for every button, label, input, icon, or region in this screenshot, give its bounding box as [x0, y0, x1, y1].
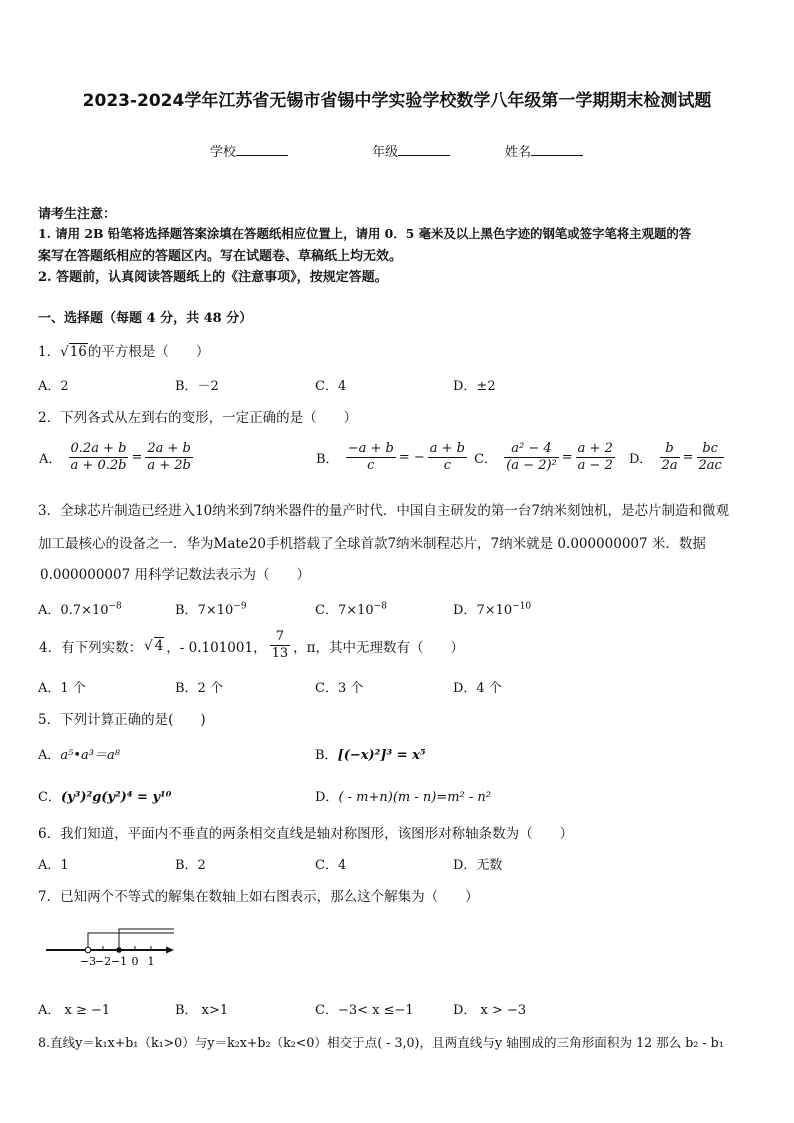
sqrt-sign: √: [60, 344, 69, 360]
question-7: 7．已知两个不等式的解集在数轴上如右图表示，那么这个解集为（ ）: [38, 889, 479, 905]
open-dot-icon: [85, 947, 91, 953]
numerator: a + b: [429, 441, 465, 456]
q2-a-label: A．: [39, 452, 62, 467]
tick-label: −1: [110, 955, 128, 967]
numerator: −a + b: [347, 441, 394, 456]
option-exponent: −9: [233, 601, 247, 612]
fraction: [576, 441, 615, 474]
q4-option-c: C．3 个: [315, 681, 364, 696]
q7-option-c: C．−3< x ≤−1: [315, 1003, 414, 1018]
option-expression: (y³)²g(y²)⁴ = y¹⁰: [60, 790, 172, 805]
notice-item-1-line-2: 案写在答题纸相应的答题区内。写在试题卷、草稿纸上均无效。: [38, 249, 403, 264]
q4-suffix: ，π，其中无理数有（ ）: [293, 639, 464, 656]
school-field: [210, 141, 288, 160]
tick-label: 0: [131, 955, 139, 967]
option-label: C．: [38, 790, 61, 805]
numerator: 0.2a + b: [70, 441, 127, 456]
solution-ray-closed: [119, 929, 174, 950]
option-label: B．: [315, 748, 338, 763]
q4-radicand: 4: [154, 638, 164, 654]
q2-d-label: D．: [629, 452, 653, 467]
denominator: 2ac: [698, 458, 722, 473]
section-heading: 一、选择题（每题 4 分，共 48 分）: [38, 311, 253, 326]
name-field: [505, 141, 583, 160]
q6-option-b: B．2: [175, 858, 206, 873]
q7-option-a: A． x ≥ −1: [38, 1003, 111, 1018]
q2-option-b: B． $\frac{-a + b}{c}$ = − $\frac{a + b}{c}$ C． $\frac{\text{a² − 4}}{\text{(a − 2)²}}$ = $\frac{a + 2}{a - 2}$ D． $\frac{b}{2a}$ = $\frac{bc}{2ac}$: [316, 441, 722, 473]
fraction: [697, 441, 724, 474]
q3-option-a: [38, 599, 122, 618]
option-label: B．: [175, 603, 198, 618]
q5-option-d: [315, 786, 491, 805]
q1-option-a: A．2: [38, 379, 69, 394]
numerator: 7: [270, 629, 291, 646]
question-2: 2．下列各式从左到右的变形，一定正确的是（ ）: [38, 410, 358, 426]
option-base: 0.7×10: [60, 603, 109, 618]
fraction: [346, 441, 396, 474]
option-base: 7×10: [476, 603, 513, 618]
question-3-line-3: 0.000000007 用科学记数法表示为（ ）: [40, 567, 310, 583]
number-line-diagram: [40, 925, 180, 967]
option-expression: a⁵•a³＝a⁸: [60, 748, 120, 763]
q6-option-d: D．无数: [453, 858, 503, 873]
denominator: c: [367, 458, 375, 473]
numerator: bc: [697, 441, 724, 458]
school-blank: [236, 143, 288, 156]
denominator: a − 2: [577, 458, 613, 473]
question-1: [38, 340, 209, 360]
q3-option-d: [453, 599, 531, 618]
question-3-line-1: 3．全球芯片制造已经进入10纳米到7纳米器件的量产时代．中国自主研发的第一台7纳米刻蚀机，是芯片制造和微观: [38, 503, 729, 519]
tick-label: −3: [79, 955, 97, 967]
denominator: a + 0.2b: [70, 458, 127, 473]
fraction: [660, 441, 680, 474]
grade-label: 年级: [372, 145, 399, 160]
fraction: [428, 441, 467, 474]
q4-option-d: D．4 个: [453, 681, 502, 696]
notice-item-1-line-1: 1. 请用 2B 铅笔将选择题答案涂填在答题纸相应位置上，请用 0．5 毫米及以上黑色字迹的钢笔或签字笔将主观题的答: [38, 226, 692, 241]
fraction: [145, 441, 193, 474]
q7-option-b: B． x>1: [175, 1003, 229, 1018]
q6-option-a: A．1: [38, 858, 69, 873]
option-exponent: −10: [512, 601, 532, 612]
option-label: D．: [315, 790, 339, 805]
denominator: 2a: [661, 458, 678, 473]
fraction: [504, 441, 559, 474]
question-8: 8.直线y＝k₁x+b₁（k₁>0）与y＝k₂x+b₂（k₂<0）相交于点( - 3,0)，且两直线与y 轴围成的三角形面积为 12 那么 b₂ - b₁: [38, 1035, 724, 1050]
q1-text: 的平方根是（ ）: [87, 344, 210, 360]
numerator: a² − 4: [504, 441, 559, 458]
q3-option-b: [175, 599, 247, 618]
option-base: 7×10: [197, 603, 234, 618]
option-exponent: −8: [108, 601, 122, 612]
option-label: A．: [38, 603, 61, 618]
option-label: C．: [315, 603, 338, 618]
option-expression: [(−x)²]³ = x⁵: [337, 748, 426, 763]
fraction: [69, 441, 129, 474]
grade-blank: [398, 143, 450, 156]
denominator: 13: [271, 646, 289, 661]
sqrt-sign: √: [144, 637, 153, 654]
q6-option-c: C．4: [315, 858, 347, 873]
question-4: [38, 629, 465, 662]
solution-ray-open: [88, 933, 174, 950]
q5-option-c: [38, 786, 171, 805]
numerator: 2a + b: [147, 441, 191, 456]
q2-c-label: C．: [474, 452, 498, 467]
page-title: 2023-2024学年江苏省无锡市省锡中学实验学校数学八年级第一学期期末检测试题: [82, 91, 712, 111]
option-exponent: −8: [373, 601, 387, 612]
question-6: 6．我们知道，平面内不垂直的两条相交直线是轴对称图形，该图形对称轴条数为（ ）: [38, 826, 574, 842]
q1-option-b: B．－2: [175, 379, 219, 394]
q5-option-a: [38, 744, 120, 763]
school-label: 学校: [210, 145, 237, 160]
question-5: 5．下列计算正确的是( ): [38, 712, 206, 728]
fraction: [270, 629, 291, 662]
notice-heading: 请考生注意：: [38, 207, 117, 222]
q1-option-c: C．4: [315, 379, 347, 394]
denominator: a + 2b: [147, 458, 191, 473]
numerator: b: [660, 441, 680, 458]
numerator: a + 2: [577, 441, 613, 456]
q4-prefix: 4．有下列实数：: [39, 639, 143, 656]
q1-option-d: D．±2: [453, 379, 496, 394]
denominator: c: [443, 458, 451, 473]
question-3-line-2: 加工最核心的设备之一．华为Mate20手机搭载了全球首款7纳米制程芯片，7纳米就是 0.000000007 米．数据: [38, 536, 706, 552]
option-expression: ( - m+n)(m - n)=m² - n²: [338, 790, 492, 805]
q4-option-a: A．1 个: [38, 681, 86, 696]
q2-b-label: B．: [316, 452, 339, 467]
notice-item-2: 2. 答题前，认真阅读答题纸上的《注意事项》，按规定答题。: [38, 270, 388, 285]
q4-option-b: B．2 个: [175, 681, 223, 696]
denominator: (a − 2)²: [506, 458, 557, 473]
q4-mid: ，- 0.101001，: [166, 639, 267, 656]
q7-option-d: D． x > −3: [453, 1003, 527, 1018]
closed-dot-icon: [116, 947, 122, 953]
q2-option-a: A． $\frac{0.2a + b}{a + 0.2b}$ = $\frac{2a + b}{a + 2b}$: [39, 441, 191, 473]
name-label: 姓名: [505, 145, 532, 160]
name-blank: [531, 143, 583, 156]
tick-label: −2: [94, 955, 112, 967]
q5-option-b: [315, 744, 426, 763]
tick-label: 1: [147, 955, 155, 967]
q1-radicand: 16: [69, 344, 87, 360]
option-base: 7×10: [337, 603, 374, 618]
q3-option-c: [315, 599, 387, 618]
option-label: A．: [38, 748, 61, 763]
option-label: D．: [453, 603, 477, 618]
arrow-head-icon: [166, 947, 174, 954]
q1-number: 1．: [38, 344, 61, 360]
grade-field: [372, 141, 450, 160]
